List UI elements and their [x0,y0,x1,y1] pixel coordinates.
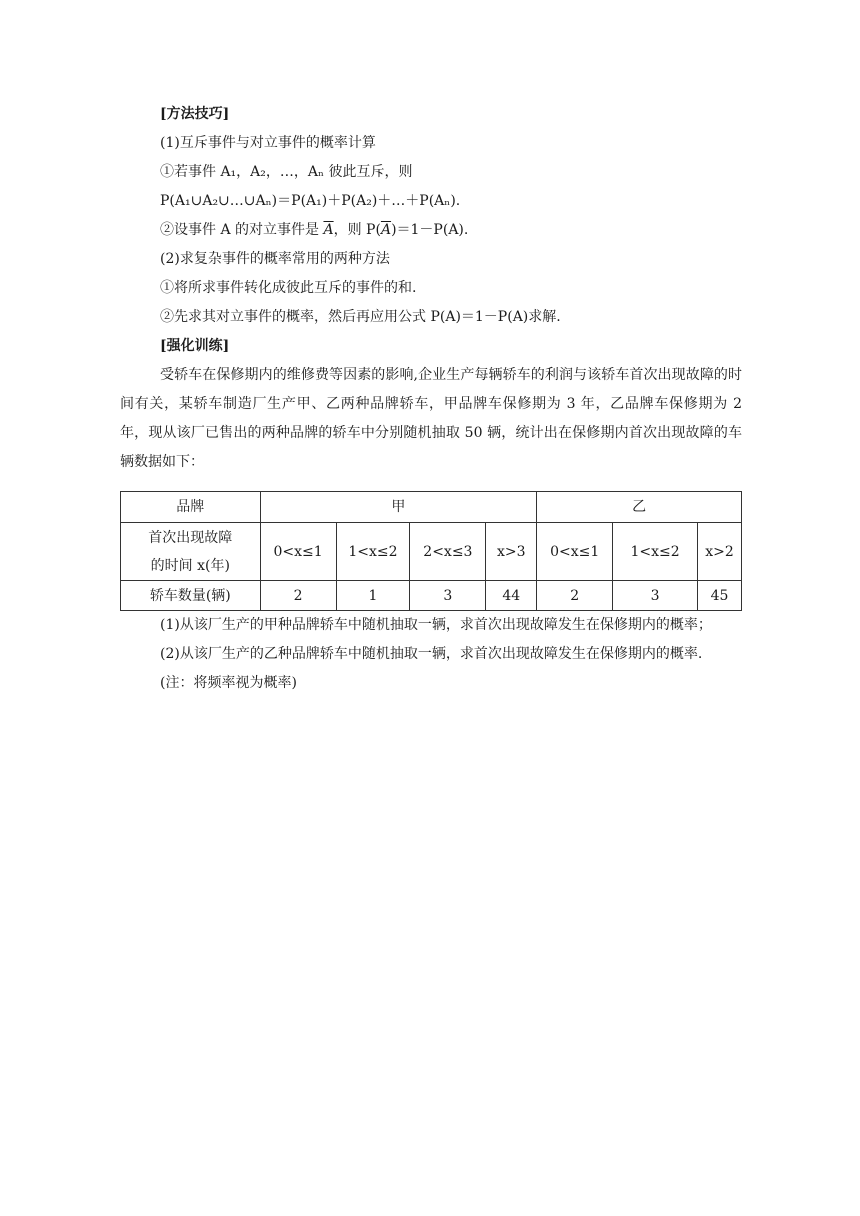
method-line-2: ①若事件 A₁，A₂，…，Aₙ 彼此互斥，则 [160,164,413,180]
method-heading: [方法技巧] [160,106,230,122]
question-1: (1)从该厂生产的甲种品牌轿车中随机抽取一辆，求首次出现故障发生在保修期内的概率； [160,617,712,633]
a-bar-symbol-2: $\overline{A}$ [380,222,392,238]
time-label-line-2: 的时间 x(年) [150,557,230,574]
method-line-4-mid: ，则 P( [333,222,381,238]
count-cell: 2 [260,581,336,611]
brand-label-cell: 品牌 [121,492,261,523]
method-line-4-prefix: ②设事件 A 的对立事件是 [160,222,324,238]
brand-b-cell: 乙 [537,492,742,523]
method-line-4-suffix: )＝1－P(A). [391,222,469,238]
a-bar-symbol: $\overline{A}$ [323,222,334,238]
range-cell: 2<x≤3 [410,523,486,581]
count-cell: 2 [537,581,613,611]
method-formula: P(A₁∪A₂∪…∪Aₙ)＝P(A₁)＋P(A₂)＋…＋P(Aₙ). [160,193,461,209]
method-section [120,100,742,477]
table-row [121,523,742,581]
range-cell: 1<x≤2 [613,523,698,581]
count-cell: 44 [486,581,537,611]
problem-text: 受轿车在保修期内的维修费等因素的影响,企业生产每辆轿车的利润与该轿车首次出现故障的时间有关，某轿车制造厂生产甲、乙两种品牌轿车，甲品牌车保修期为 3 年，乙品牌车保修期为 2 年，现从该厂已售出的两种品牌的轿车中分别随机抽取 50 辆，统计出在保修期内首次出现故障的车辆数据如下： [120,367,742,470]
count-cell: 45 [698,581,742,611]
range-cell: 0<x≤1 [260,523,336,581]
method-line-4 [120,216,742,245]
count-cell: 1 [336,581,410,611]
question-2: (2)从该厂生产的乙种品牌轿车中随机抽取一辆，求首次出现故障发生在保修期内的概率. [160,646,703,662]
brand-a-cell: 甲 [260,492,537,523]
range-cell: 0<x≤1 [537,523,613,581]
time-label-line-1: 首次出现故障 [148,529,233,546]
count-cell: 3 [410,581,486,611]
range-cell: x>2 [698,523,742,581]
fault-data-table [120,491,742,611]
range-cell: 1<x≤2 [336,523,410,581]
method-line-5: (2)求复杂事件的概率常用的两种方法 [160,251,390,267]
table-row [121,581,742,611]
note: (注：将频率视为概率) [160,675,297,691]
method-line-6: ①将所求事件转化成彼此互斥的事件的和. [160,280,417,296]
method-line-1: (1)互斥事件与对立事件的概率计算 [160,135,376,151]
count-label-cell: 轿车数量(辆) [121,581,261,611]
range-cell: x>3 [486,523,537,581]
questions-section [120,611,742,698]
training-heading: [强化训练] [160,338,230,354]
table-row [121,492,742,523]
count-cell: 3 [613,581,698,611]
method-line-7: ②先求其对立事件的概率，然后再应用公式 P(A)＝1－P(A)求解. [160,309,561,325]
time-label-cell [121,523,261,581]
